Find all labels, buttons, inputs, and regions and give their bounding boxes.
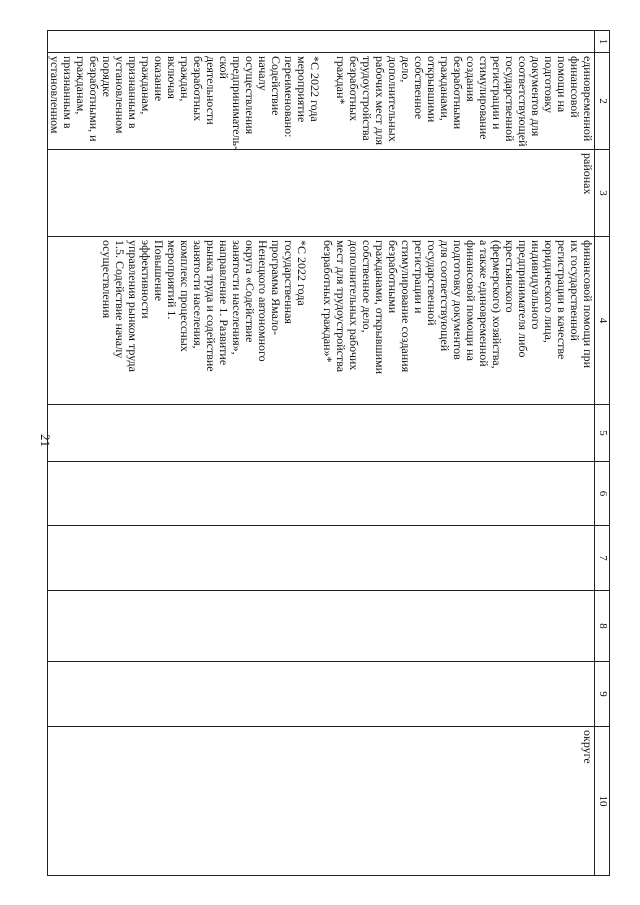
table-row [48,31,595,876]
column-header-6: 6 [595,462,610,526]
column-header-10: 10 [595,727,610,876]
cell-program-description: финансовой помощи при их государственной регистрации в качестве юридического лица, индивидуального предпринимателя либо крестьянского (фермерского) хозяйства, а также единовременной финансовой помощи на подготовку документов для соответствующей государственной регистрации и стимулирование создания безработными гражданами, открывшими собственное дело, дополнительных рабочих мест для трудоустройства безработных граждан»* *С 2022 года государственная программа Ямало- Ненецкого автономного округа «Содействие занятости населения», направление 1. Развитие рынка труда и содействие занятости населения, комплекс процессных мероприятий 1. Повышение эффективности управления рынком труда 1.5. Содействие началу осуществления [48,237,595,405]
cell-number [48,31,595,53]
cell-col6 [48,462,595,526]
cell-col8 [48,591,595,662]
cell-col9 [48,662,595,727]
column-header-3: 3 [595,150,610,237]
cell-col10: округе [48,727,595,876]
header-row [595,31,610,876]
column-header-8: 8 [595,591,610,662]
cell-col5 [48,405,595,462]
column-header-7: 7 [595,526,610,591]
cell-col7 [48,526,595,591]
rotated-page-content [48,30,610,875]
program-table [47,30,610,876]
cell-measure-name: единовременной финансовой помощи на подготовку документов для соответствующей государственной регистрации и стимулирование создания безработными гражданами, открывшими собственное дело, дополнительных рабочих мест для трудоустройства безработных граждан* *С 2022 года мероприятие переименовано: Содействие началу осуществления предприниматель- ской деятельности безработных граждан, включая оказание гражданам, признанным в установленном порядке безработными, и гражданам, признанным в установленном [48,53,595,150]
column-header-2: 2 [595,53,610,150]
column-header-1: 1 [595,31,610,53]
page-number: 21 [38,434,53,447]
column-header-9: 9 [595,662,610,727]
column-header-5: 5 [595,405,610,462]
cell-territory: районах [48,150,595,237]
column-header-4: 4 [595,237,610,405]
